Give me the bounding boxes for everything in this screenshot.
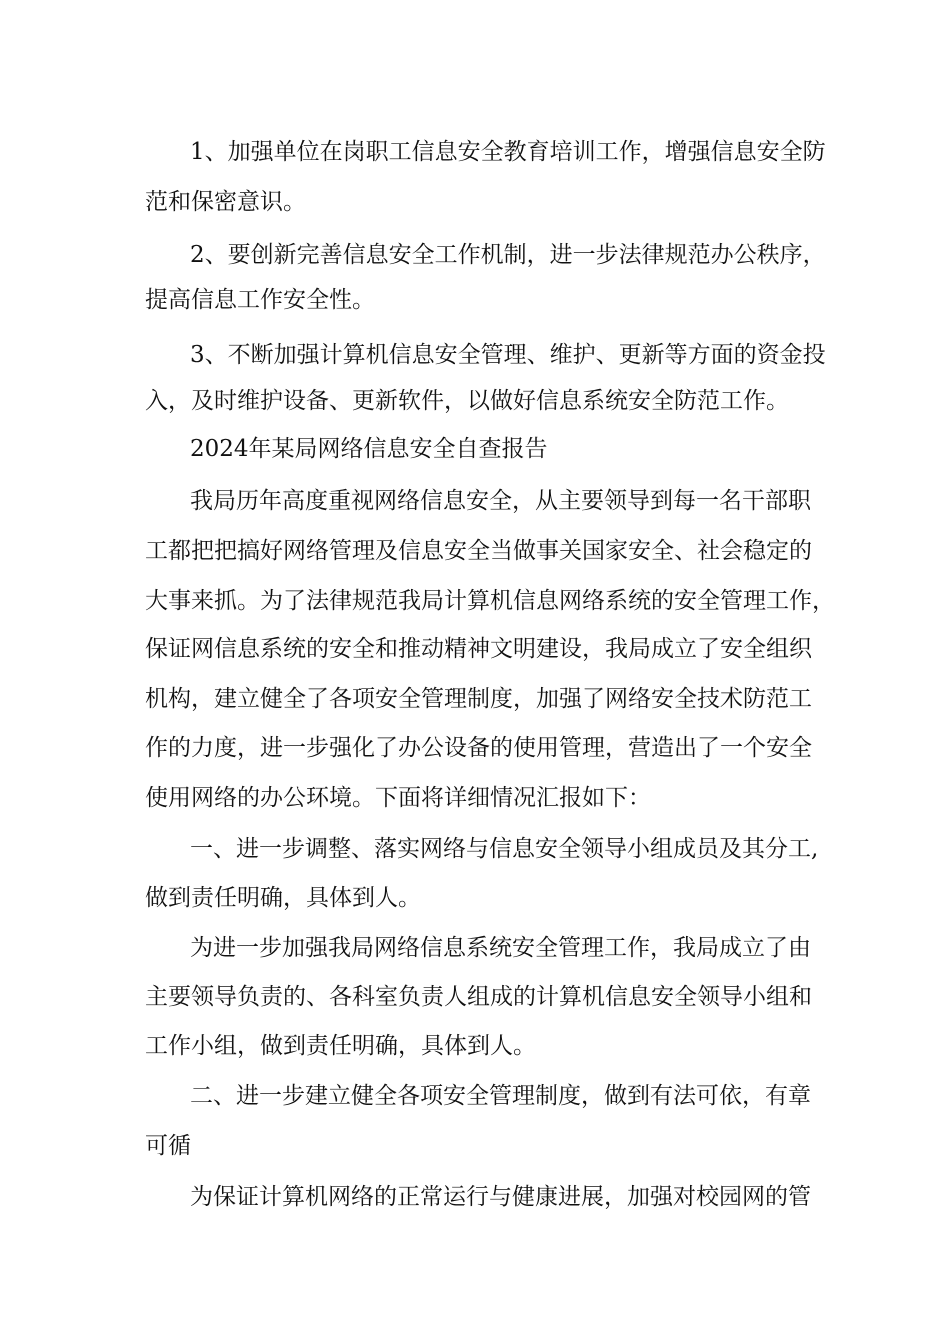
- report-title: 2024年某局网络信息安全自查报告: [190, 436, 548, 462]
- text-line: 1、加强单位在岗职工信息安全教育培训工作，增强信息安全防: [190, 139, 826, 165]
- text-line: 提高信息工作安全性。: [145, 287, 375, 313]
- text-line: 为保证计算机网络的正常运行与健康进展，加强对校园网的管: [190, 1184, 811, 1210]
- text-line: 使用网络的办公环境。下面将详细情况汇报如下：: [145, 785, 651, 811]
- text-line: 我局历年高度重视网络信息安全，从主要领导到每一名干部职: [190, 488, 811, 514]
- text-line: 机构，建立健全了各项安全管理制度，加强了网络安全技术防范工: [145, 686, 812, 712]
- text-line: 3、不断加强计算机信息安全管理、维护、更新等方面的资金投: [190, 342, 826, 368]
- section-heading: 一、进一步调整、落实网络与信息安全领导小组成员及其分工,: [190, 836, 819, 862]
- text-line: 范和保密意识。: [145, 189, 306, 215]
- text-line: 主要领导负责的、各科室负责人组成的计算机信息安全领导小组和: [145, 984, 812, 1010]
- section-heading: 做到责任明确，具体到人。: [145, 885, 421, 911]
- text-line: 大事来抓。为了法律规范我局计算机信息网络系统的安全管理工作，: [145, 588, 835, 614]
- text-line: 保证网信息系统的安全和推动精神文明建设，我局成立了安全组织: [145, 636, 812, 662]
- section-heading: 可循: [145, 1133, 191, 1159]
- text-line: 作的力度，进一步强化了办公设备的使用管理，营造出了一个安全: [145, 735, 812, 761]
- text-line: 2、要创新完善信息安全工作机制，进一步法律规范办公秩序，: [190, 242, 826, 268]
- text-line: 工作小组，做到责任明确，具体到人。: [145, 1033, 536, 1059]
- text-line: 入，及时维护设备、更新软件，以做好信息系统安全防范工作。: [145, 388, 789, 414]
- text-line: 为进一步加强我局网络信息系统安全管理工作，我局成立了由: [190, 935, 811, 961]
- text-line: 工都把把搞好网络管理及信息安全当做事关国家安全、社会稳定的: [145, 538, 812, 564]
- section-heading: 二、进一步建立健全各项安全管理制度，做到有法可依，有章: [190, 1083, 811, 1109]
